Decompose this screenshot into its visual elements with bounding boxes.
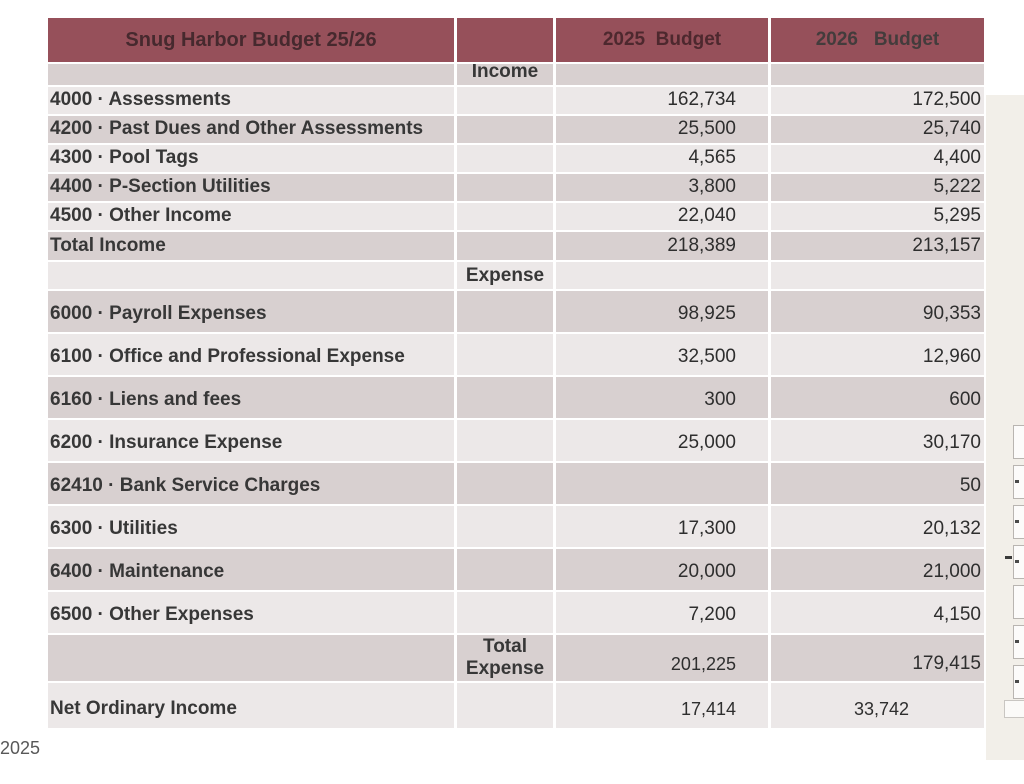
row-2025-value-cell xyxy=(556,463,768,504)
row-2025-value-cell: 218,389 xyxy=(556,232,768,260)
clipped-digit-fragment xyxy=(1015,560,1019,563)
row-label-cell: 4000 · Assessments xyxy=(48,87,454,114)
row-2025-value-cell: 32,500 xyxy=(556,334,768,375)
budget-row xyxy=(48,145,984,172)
row-label-cell: 6500 · Other Expenses xyxy=(48,592,454,633)
budget-row xyxy=(48,463,984,504)
row-2026-value-cell: 21,000 xyxy=(771,549,984,590)
row-2026-value-cell xyxy=(771,262,984,289)
row-section-cell xyxy=(457,203,553,230)
row-section-cell xyxy=(457,116,553,143)
row-2025-value-cell: 22,040 xyxy=(556,203,768,230)
clipped-cell-fragment xyxy=(1013,665,1024,699)
row-section-cell xyxy=(457,549,553,590)
row-2026-value-cell: 600 xyxy=(771,377,984,418)
budget-row xyxy=(48,420,984,461)
clipped-text-fragment xyxy=(1005,556,1012,559)
row-label-cell: 4200 · Past Dues and Other Assessments xyxy=(48,116,454,143)
row-2026-value-cell: 30,170 xyxy=(771,420,984,461)
row-2026-value-cell: 179,415 xyxy=(771,635,984,681)
row-section-cell xyxy=(457,592,553,633)
budget-row xyxy=(48,87,984,114)
column-header-2026-budget: 2026 Budget xyxy=(771,18,984,62)
budget-row xyxy=(48,506,984,547)
header-spacer-cell xyxy=(457,18,553,62)
row-section-cell: Income xyxy=(457,64,553,85)
row-label-cell xyxy=(48,64,454,85)
row-2026-value-cell: 12,960 xyxy=(771,334,984,375)
row-2026-value-cell xyxy=(771,64,984,85)
row-2026-value-cell: 5,222 xyxy=(771,174,984,201)
row-2026-value-cell: 25,740 xyxy=(771,116,984,143)
row-section-cell xyxy=(457,683,553,728)
clipped-cell-fragment xyxy=(1004,700,1024,718)
table-body xyxy=(48,64,984,728)
row-2025-value-cell: 4,565 xyxy=(556,145,768,172)
row-label-cell: Net Ordinary Income xyxy=(48,683,454,728)
budget-row xyxy=(48,262,984,289)
row-section-cell: Expense xyxy=(457,262,553,289)
row-2026-value-cell: 33,742 xyxy=(771,683,984,728)
row-section-cell xyxy=(457,174,553,201)
clipped-cell-fragment xyxy=(1013,585,1024,619)
row-section-cell xyxy=(457,377,553,418)
budget-row xyxy=(48,174,984,201)
row-2026-value-cell: 50 xyxy=(771,463,984,504)
row-section-cell: Total Expense xyxy=(457,635,553,681)
row-2026-value-cell: 5,295 xyxy=(771,203,984,230)
clipped-cell-fragment xyxy=(1013,465,1024,499)
table-header-row xyxy=(48,18,984,62)
row-section-cell xyxy=(457,420,553,461)
budget-row xyxy=(48,232,984,260)
row-2026-value-cell: 4,150 xyxy=(771,592,984,633)
slide-footer-date: 2025 xyxy=(0,738,41,758)
row-section-cell xyxy=(457,145,553,172)
row-section-cell xyxy=(457,506,553,547)
row-2025-value-cell xyxy=(556,64,768,85)
row-section-cell xyxy=(457,334,553,375)
row-2026-value-cell: 20,132 xyxy=(771,506,984,547)
row-label-cell: 4300 · Pool Tags xyxy=(48,145,454,172)
row-2026-value-cell: 4,400 xyxy=(771,145,984,172)
budget-row xyxy=(48,116,984,143)
clipped-digit-fragment xyxy=(1015,680,1019,683)
budget-row xyxy=(48,377,984,418)
row-2025-value-cell: 300 xyxy=(556,377,768,418)
row-2025-value-cell: 201,225 xyxy=(556,635,768,681)
row-2025-value-cell: 25,000 xyxy=(556,420,768,461)
row-2025-value-cell xyxy=(556,262,768,289)
clipped-cell-fragment xyxy=(1013,505,1024,539)
column-header-2025-budget: 2025 Budget xyxy=(556,18,768,62)
budget-row xyxy=(48,635,984,681)
clipped-cell-fragment xyxy=(1013,545,1024,579)
budget-row xyxy=(48,592,984,633)
row-2026-value-cell: 172,500 xyxy=(771,87,984,114)
row-label-cell: Total Income xyxy=(48,232,454,260)
row-label-cell: 6160 · Liens and fees xyxy=(48,377,454,418)
clipped-cell-fragment xyxy=(1013,425,1024,459)
clipped-digit-fragment xyxy=(1015,520,1019,523)
table-title: Snug Harbor Budget 25/26 xyxy=(48,18,454,62)
clipped-digit-fragment xyxy=(1015,480,1019,483)
row-2025-value-cell: 7,200 xyxy=(556,592,768,633)
row-label-cell: 6100 · Office and Professional Expense xyxy=(48,334,454,375)
row-section-cell xyxy=(457,232,553,260)
budget-row xyxy=(48,683,984,728)
row-label-cell: 6000 · Payroll Expenses xyxy=(48,291,454,332)
row-2025-value-cell: 17,300 xyxy=(556,506,768,547)
clipped-digit-fragment xyxy=(1015,640,1019,643)
row-2025-value-cell: 25,500 xyxy=(556,116,768,143)
row-2025-value-cell: 98,925 xyxy=(556,291,768,332)
row-section-cell xyxy=(457,463,553,504)
clipped-cell-fragment xyxy=(1013,625,1024,659)
row-2026-value-cell: 90,353 xyxy=(771,291,984,332)
budget-row xyxy=(48,334,984,375)
budget-row xyxy=(48,64,984,85)
row-label-cell xyxy=(48,262,454,289)
row-2025-value-cell: 17,414 xyxy=(556,683,768,728)
budget-row xyxy=(48,203,984,230)
row-label-cell xyxy=(48,635,454,681)
row-label-cell: 62410 · Bank Service Charges xyxy=(48,463,454,504)
row-2025-value-cell: 162,734 xyxy=(556,87,768,114)
row-label-cell: 6200 · Insurance Expense xyxy=(48,420,454,461)
row-2026-value-cell: 213,157 xyxy=(771,232,984,260)
row-2025-value-cell: 3,800 xyxy=(556,174,768,201)
row-label-cell: 6400 · Maintenance xyxy=(48,549,454,590)
budget-row xyxy=(48,291,984,332)
row-label-cell: 4400 · P-Section Utilities xyxy=(48,174,454,201)
row-section-cell xyxy=(457,87,553,114)
budget-row xyxy=(48,549,984,590)
row-2025-value-cell: 20,000 xyxy=(556,549,768,590)
row-label-cell: 4500 · Other Income xyxy=(48,203,454,230)
row-section-cell xyxy=(457,291,553,332)
row-label-cell: 6300 · Utilities xyxy=(48,506,454,547)
budget-table xyxy=(48,18,984,730)
